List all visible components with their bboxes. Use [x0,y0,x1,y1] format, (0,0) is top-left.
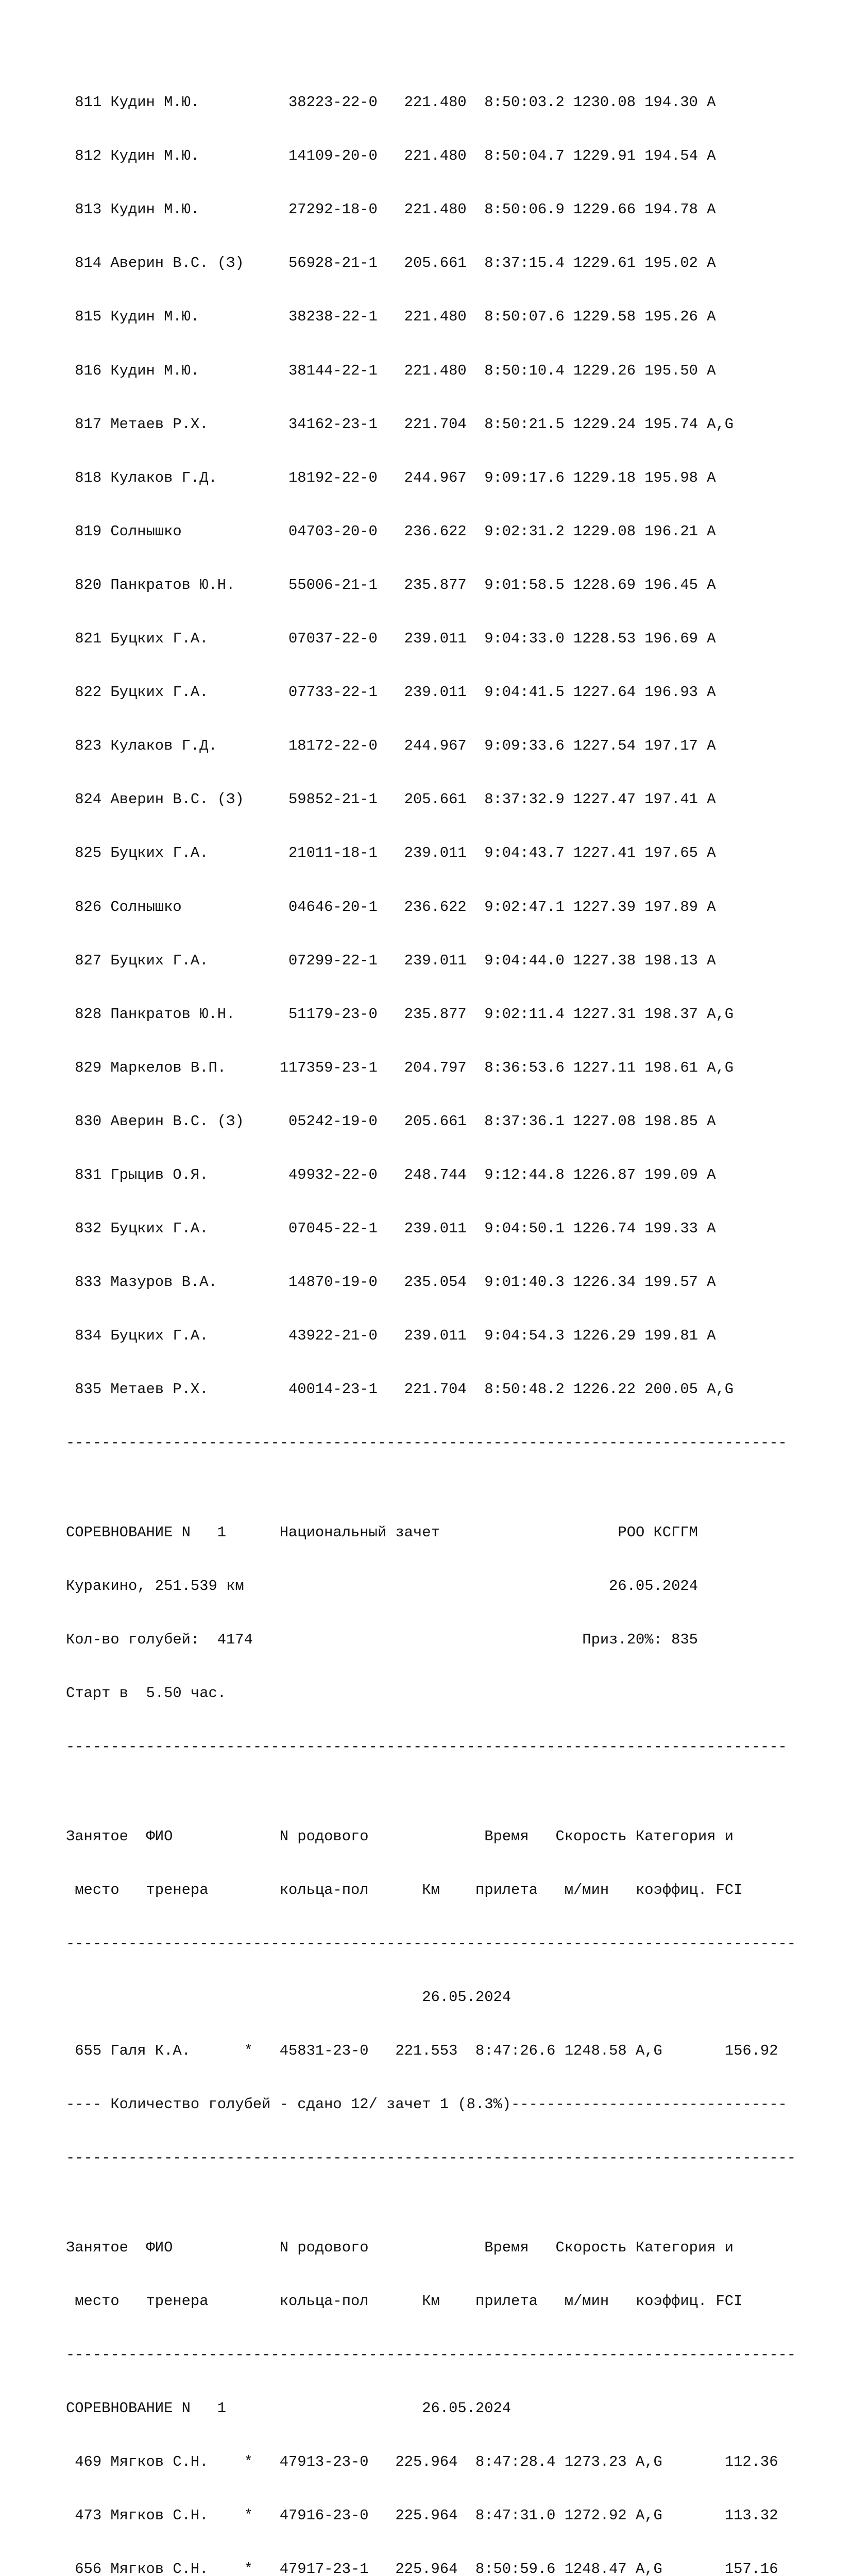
divider: ---------------------------------------------------------------------------------- [66,2346,796,2364]
result-row: 655 Галя К.А. * 45831-23-0 221.553 8:47:26.6 1248.58 A,G 156.92 [66,2042,778,2060]
result-row: 830 Аверин В.С. (З) 05242-19-0 205.661 8:37:36.1 1227.08 198.85 A [66,1112,716,1130]
result-row: 834 Буцких Г.А. 43922-21-0 239.011 9:04:54.3 1226.29 199.81 A [66,1327,716,1345]
result-row: 814 Аверин В.С. (З) 56928-21-1 205.661 8:37:15.4 1229.61 195.02 A [66,255,716,272]
result-row: 815 Кудин М.Ю. 38238-22-1 221.480 8:50:07.6 1229.58 195.26 A [66,308,716,326]
result-row: 811 Кудин М.Ю. 38223-22-0 221.480 8:50:03.2 1230.08 194.30 A [66,94,716,111]
result-row: 818 Кулаков Г.Д. 18192-22-0 244.967 9:09:17.6 1229.18 195.98 A [66,469,716,486]
result-row: 823 Кулаков Г.Д. 18172-22-0 244.967 9:09:33.6 1227.54 197.17 A [66,737,716,755]
result-row: 820 Панкратов Ю.Н. 55006-21-1 235.877 9:01:58.5 1228.69 196.45 A [66,576,716,594]
result-row: 833 Мазуров В.А. 14870-19-0 235.054 9:01:40.3 1226.34 199.57 A [66,1274,716,1291]
result-row: 821 Буцких Г.А. 07037-22-0 239.011 9:04:33.0 1228.53 196.69 A [66,630,716,648]
column-header: место тренера кольца-пол Км прилета м/мин коэффиц. FCI [66,2292,743,2310]
section-lead: СОРЕВНОВАНИЕ N 1 26.05.2024 [66,2400,512,2417]
result-row: 827 Буцких Г.А. 07299-22-1 239.011 9:04:44.0 1227.38 198.13 A [66,952,716,969]
result-row: 826 Солнышко 04646-20-1 236.622 9:02:47.1 1227.39 197.89 A [66,898,716,916]
result-row: 473 Мягков С.Н. * 47916-23-0 225.964 8:47:31.0 1272.92 A,G 113.32 [66,2507,778,2524]
competition-start: Старт в 5.50 час. [66,1685,227,1702]
divider: ---------------------------------------------------------------------------------- [66,1935,796,1953]
result-row: 828 Панкратов Ю.Н. 51179-23-0 235.877 9:02:11.4 1227.31 198.37 A,G [66,1005,734,1023]
result-row: 822 Буцких Г.А. 07733-22-1 239.011 9:04:41.5 1227.64 196.93 A [66,684,716,701]
result-row: 835 Метаев Р.Х. 40014-23-1 221.704 8:50:48.2 1226.22 200.05 A,G [66,1381,734,1398]
column-header: место тренера кольца-пол Км прилета м/мин коэффиц. FCI [66,1881,743,1899]
result-row: 824 Аверин В.С. (З) 59852-21-1 205.661 8:37:32.9 1227.47 197.41 A [66,791,716,808]
competition-location: Куракино, 251.539 км 26.05.2024 [66,1578,698,1595]
result-row: 656 Мягков С.Н. * 47917-23-1 225.964 8:50:59.6 1248.47 A,G 157.16 [66,2561,778,2576]
section-summary: ---- Количество голубей - сдано 12/ зачет 1 (8.3%)------------------------------- [66,2096,787,2113]
divider: --------------------------------------------------------------------------------- [66,1434,787,1452]
result-row: 819 Солнышко 04703-20-0 236.622 9:02:31.2 1229.08 196.21 A [66,522,716,540]
divider: --------------------------------------------------------------------------------- [66,1738,787,1756]
result-row: 832 Буцких Г.А. 07045-22-1 239.011 9:04:50.1 1226.74 199.33 A [66,1220,716,1238]
competition-count: Кол-во голубей: 4174 Приз.20%: 835 [66,1631,698,1649]
column-header: Занятое ФИО N родового Время Скорость Категория и [66,1827,734,1845]
result-row: 831 Грыцив О.Я. 49932-22-0 248.744 9:12:44.8 1226.87 199.09 A [66,1166,716,1183]
column-header: Занятое ФИО N родового Время Скорость Категория и [66,2239,734,2256]
result-row: 812 Кудин М.Ю. 14109-20-0 221.480 8:50:04.7 1229.91 194.54 A [66,147,716,165]
result-row: 813 Кудин М.Ю. 27292-18-0 221.480 8:50:06.9 1229.66 194.78 A [66,201,716,218]
result-row: 816 Кудин М.Ю. 38144-22-1 221.480 8:50:10.4 1229.26 195.50 A [66,362,716,379]
section-lead: 26.05.2024 [66,1989,512,2006]
result-row: 829 Маркелов В.П. 117359-23-1 204.797 8:36:53.6 1227.11 198.61 A,G [66,1059,734,1076]
result-row: 817 Метаев Р.Х. 34162-23-1 221.704 8:50:21.5 1229.24 195.74 A,G [66,415,734,433]
competition-title: СОРЕВНОВАНИЕ N 1 Национальный зачет РОО КСГГМ [66,1523,698,1541]
result-row: 469 Мягков С.Н. * 47913-23-0 225.964 8:47:28.4 1273.23 A,G 112.36 [66,2453,778,2471]
divider: ---------------------------------------------------------------------------------- [66,2149,796,2167]
result-row: 825 Буцких Г.А. 21011-18-1 239.011 9:04:43.7 1227.41 197.65 A [66,844,716,862]
results-document [66,40,849,2576]
